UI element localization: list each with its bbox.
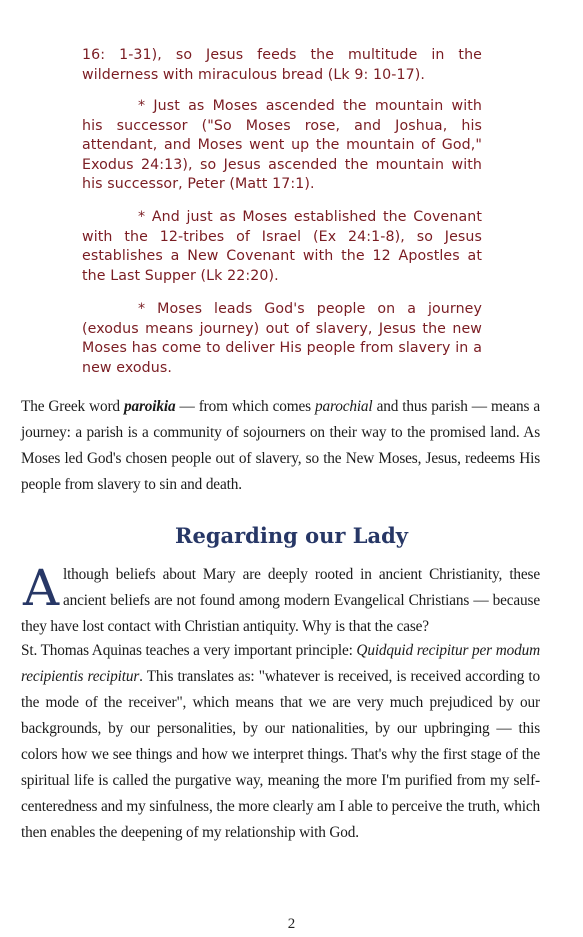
quote-bread-continuation	[82, 46, 482, 85]
page-number: 2	[287, 916, 296, 932]
section-heading: Regarding our Lady	[175, 523, 408, 548]
paragraph-our-lady: Although beliefs about Mary are deeply rooted in ancient Christianity, these ancient beliefs are not found among modern Evangelical Christians — because they have lost contact with Christian antiquity. Why is that the case?	[21, 559, 540, 635]
quote-exodus	[82, 300, 482, 378]
quote-text: * Moses leads God's people on a journey (exodus means journey) out of slavery, Jesus the new Moses has come to deliver His people from slavery in a new exodus.	[82, 301, 482, 376]
quote-text: * And just as Moses established the Covenant with the 12-tribes of Israel (Ex 24:1-8), so Jesus establishes a New Covenant with the 12 Apostles at the Last Supper (Lk 22:20).	[82, 209, 482, 284]
greek-term: paroikia	[123, 398, 176, 415]
quote-mountain	[82, 97, 482, 195]
quote-text: * Just as Moses ascended the mountain with his successor ("So Moses rose, and Joshua, his attendant, and Moses went up the mountain of God," Exodus 24:13), so Jesus ascended the mountain with his successor, Peter (Matt 17:1).	[82, 98, 482, 192]
quote-covenant	[82, 208, 482, 286]
paragraph-aquinas: St. Thomas Aquinas teaches a very important principle: Quidquid recipitur per modum recipientis recipitur. This translates as: "whatever is received, is received according to the mode of the receiver", which means that we are very much prejudiced by our backgrounds, by our personalities, by our nationalities, by our upbringing — this colors how we see things and how we interpret things. That's why the first stage of the spiritual life is called the purgative way, meaning the more I'm purified from my self-centeredness and my sinfulness, the more clearly am I able to perceive the truth, which then enables the deepening of my relationship with God.	[21, 642, 540, 841]
paragraph-greek-word: The Greek word paroikia — from which comes parochial and thus parish — means a journey: a parish is a community of sojourners on their way to the promised land. As Moses led God's chosen people out of slavery, so the New Moses, Jesus, redeems His people from slavery to sin and death.	[21, 398, 540, 493]
latin-quote: Quidquid recipitur per modum recipientis recipitur	[21, 642, 540, 685]
latin-term: parochial	[314, 398, 373, 415]
quote-text: 16: 1-31), so Jesus feeds the multitude in the wilderness with miraculous bread (Lk 9: 10-17).	[82, 47, 482, 83]
drop-cap: A	[23, 559, 59, 617]
